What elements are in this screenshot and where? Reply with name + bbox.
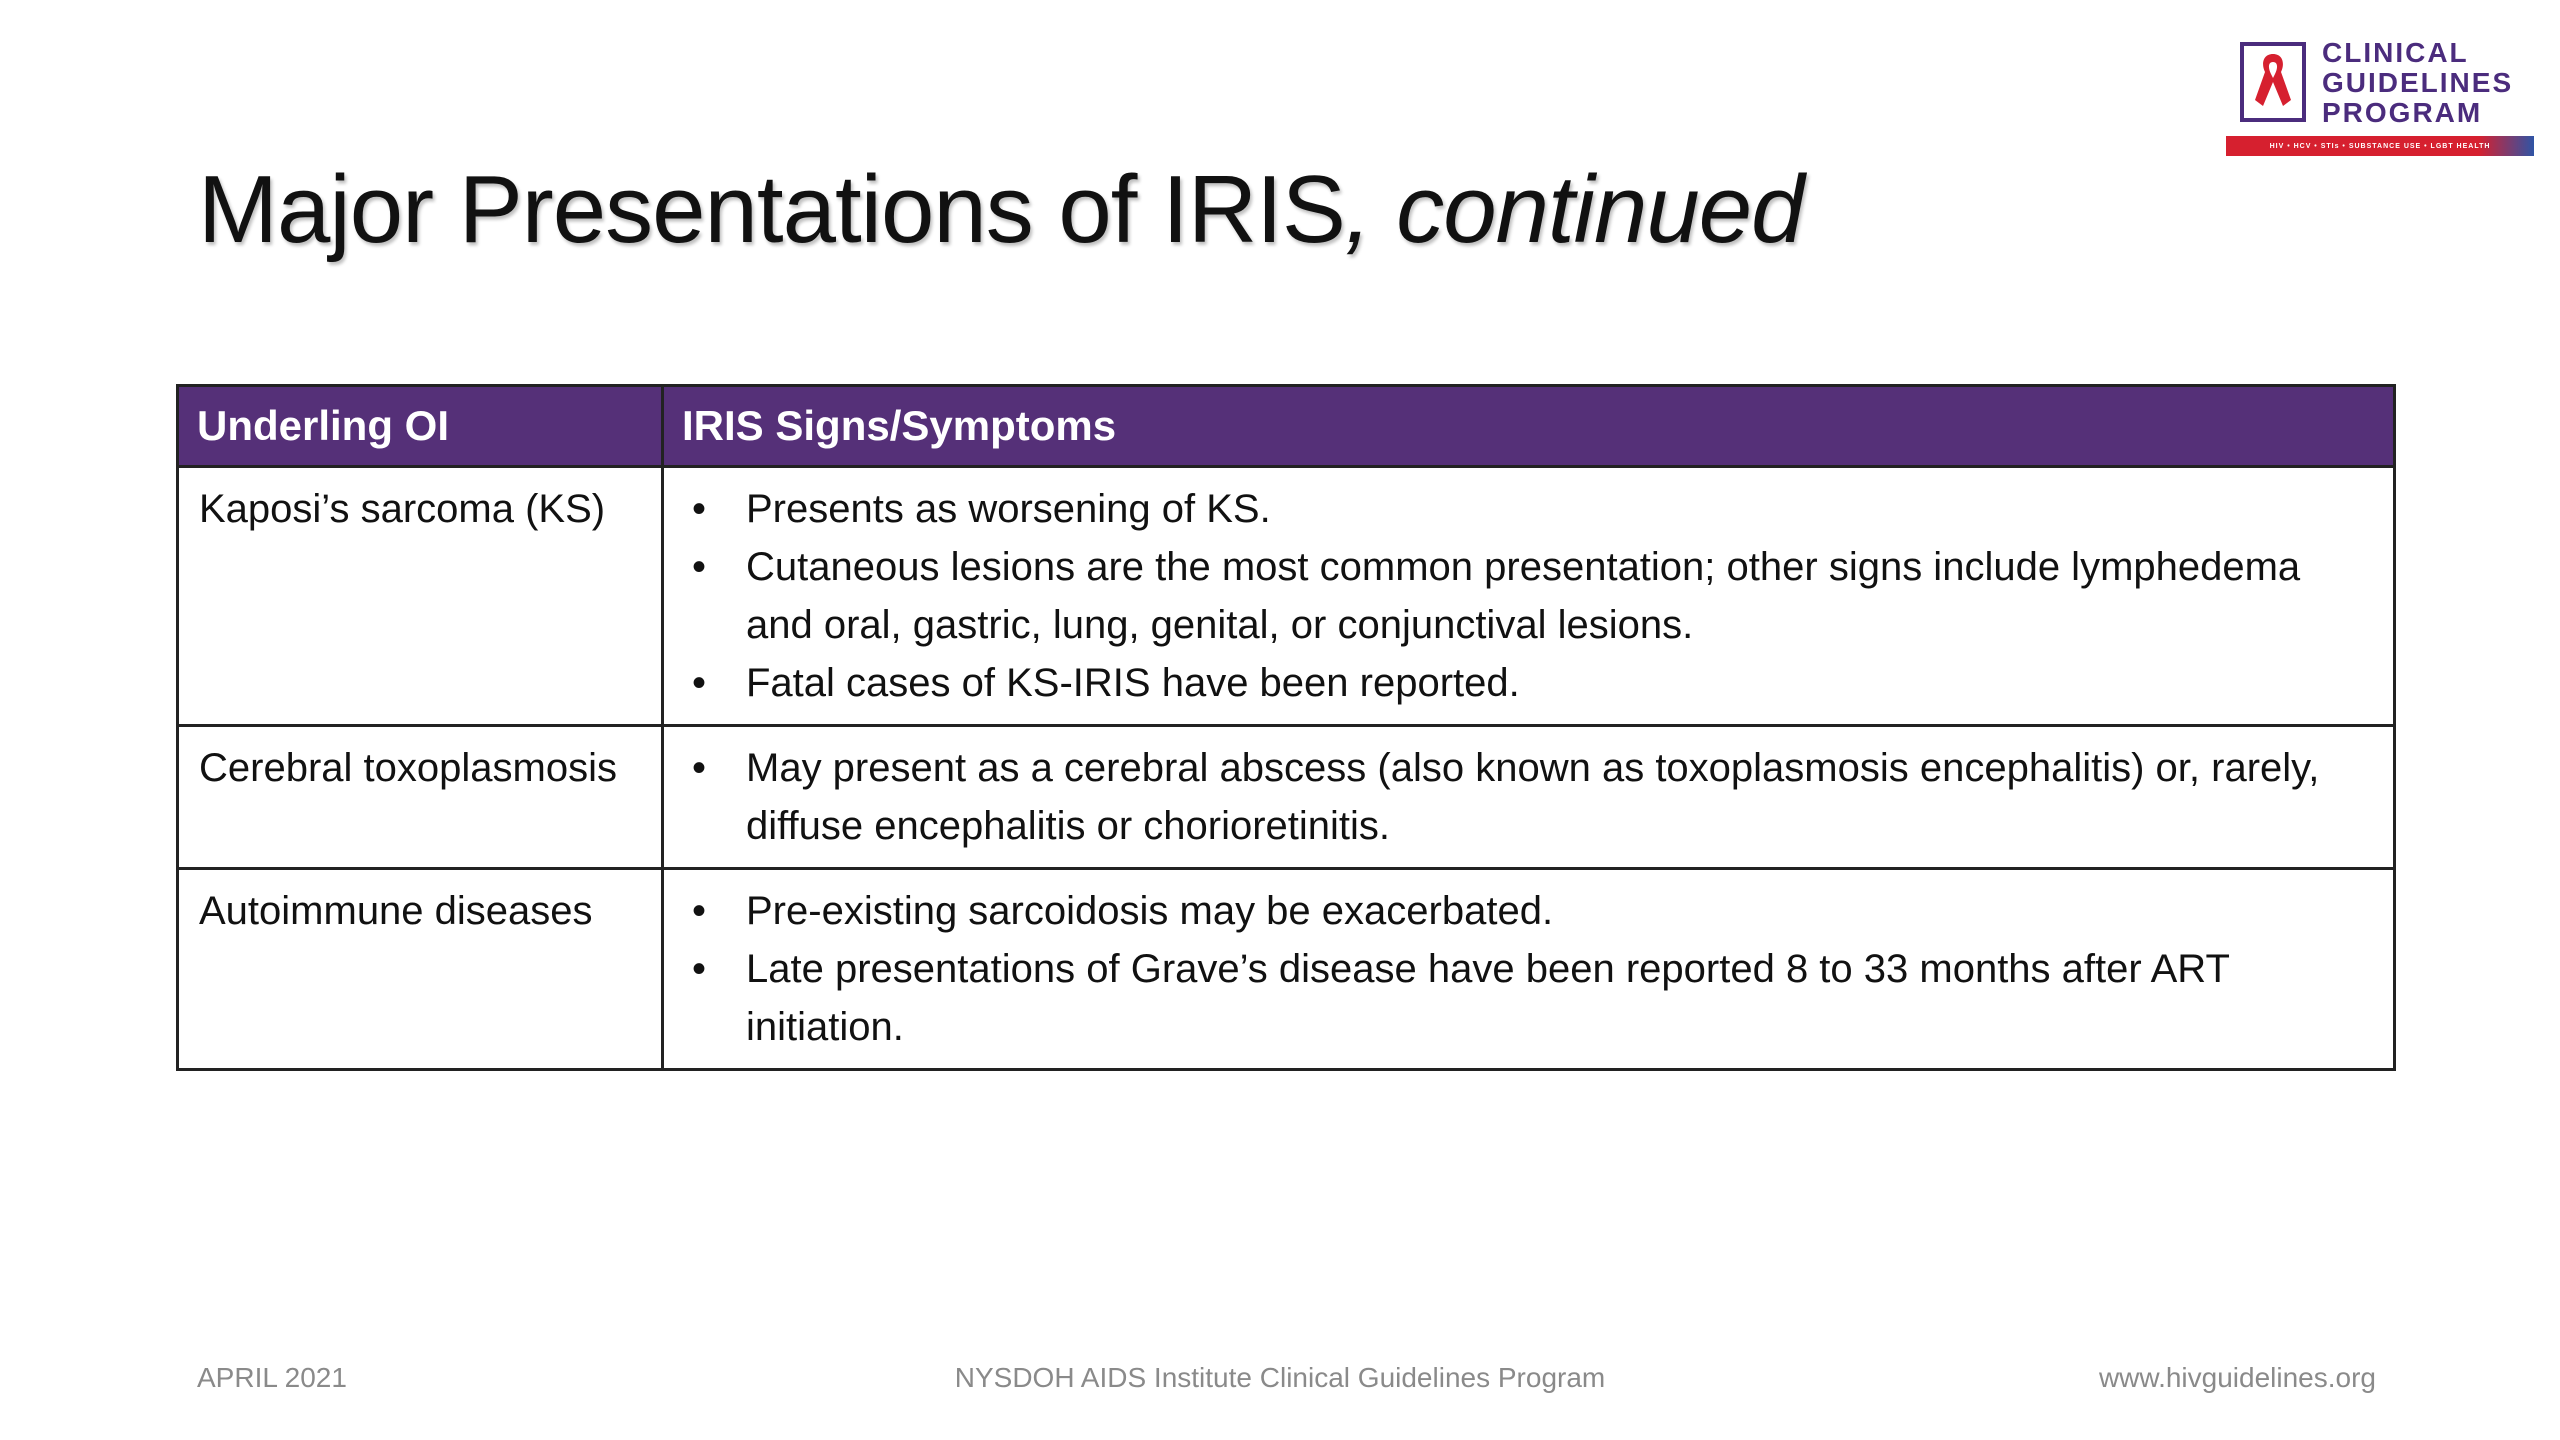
- logo-frame: [2240, 42, 2306, 122]
- symptom-text: May present as a cerebral abscess (also known as toxoplasmosis encephalitis) or, rarely, diffuse encephalitis or chorioretinitis.: [746, 746, 2320, 848]
- clinical-guidelines-logo: [2226, 38, 2534, 160]
- bullet-marker: •: [691, 889, 706, 933]
- footer-url: www.hivguidelines.org: [2098, 1362, 2376, 1393]
- list-item: [684, 538, 2373, 654]
- bullet-marker: •: [691, 545, 706, 589]
- table-row: [178, 467, 2395, 726]
- symptom-list: [684, 480, 2373, 712]
- symptom-text: Fatal cases of KS-IRIS have been reported.: [746, 661, 1520, 705]
- header-iris-signs: IRIS Signs/Symptoms: [663, 386, 2395, 467]
- logo-tagline-bar: [2226, 136, 2534, 156]
- list-item: [684, 739, 2373, 855]
- bullet-marker: •: [691, 661, 706, 705]
- oi-cell: Autoimmune diseases: [178, 869, 663, 1070]
- symptom-text: Pre-existing sarcoidosis may be exacerbated.: [746, 889, 1554, 933]
- symptoms-cell: [663, 467, 2395, 726]
- logo-wordmark: [2322, 38, 2513, 128]
- symptom-list: [684, 739, 2373, 855]
- logo-tagline: HIV • HCV • STIs • SUBSTANCE USE • LGBT HEALTH: [2269, 142, 2491, 150]
- title-main: Major Presentations of IRIS: [198, 156, 1345, 263]
- logo-line-3: PROGRAM: [2322, 97, 2483, 128]
- bullet-marker: •: [691, 746, 706, 790]
- iris-presentations-table: [176, 384, 2396, 1071]
- title-continued: , continued: [1344, 156, 1804, 263]
- oi-cell: Cerebral toxoplasmosis: [178, 726, 663, 869]
- symptoms-cell: [663, 726, 2395, 869]
- footer-program: NYSDOH AIDS Institute Clinical Guidelines Program: [954, 1362, 1606, 1393]
- oi-cell: Kaposi’s sarcoma (KS): [178, 467, 663, 726]
- header-underlying-oi: Underling OI: [178, 386, 663, 467]
- symptom-list: [684, 882, 2373, 1056]
- list-item: [684, 654, 2373, 712]
- bullet-marker: •: [691, 487, 706, 531]
- table-row: [178, 726, 2395, 869]
- list-item: [684, 882, 2373, 940]
- symptoms-cell: [663, 869, 2395, 1070]
- list-item: [684, 480, 2373, 538]
- list-item: [684, 940, 2373, 1056]
- symptom-text: Presents as worsening of KS.: [746, 487, 1271, 531]
- symptom-text: Late presentations of Grave’s disease have been reported 8 to 33 months after ART initiation.: [746, 947, 2230, 1049]
- red-ribbon-icon: [2251, 50, 2295, 114]
- bullet-marker: •: [691, 947, 706, 991]
- footer-date: APRIL 2021: [197, 1362, 347, 1393]
- logo-line-1: CLINICAL: [2322, 37, 2469, 68]
- logo-line-2: GUIDELINES: [2322, 67, 2514, 98]
- slide-title: [198, 150, 1804, 270]
- symptom-text: Cutaneous lesions are the most common presentation; other signs include lymphedema and oral, gastric, lung, genital, or conjunctival lesions.: [746, 545, 2301, 647]
- table-row: [178, 869, 2395, 1070]
- table-header-row: [178, 386, 2395, 467]
